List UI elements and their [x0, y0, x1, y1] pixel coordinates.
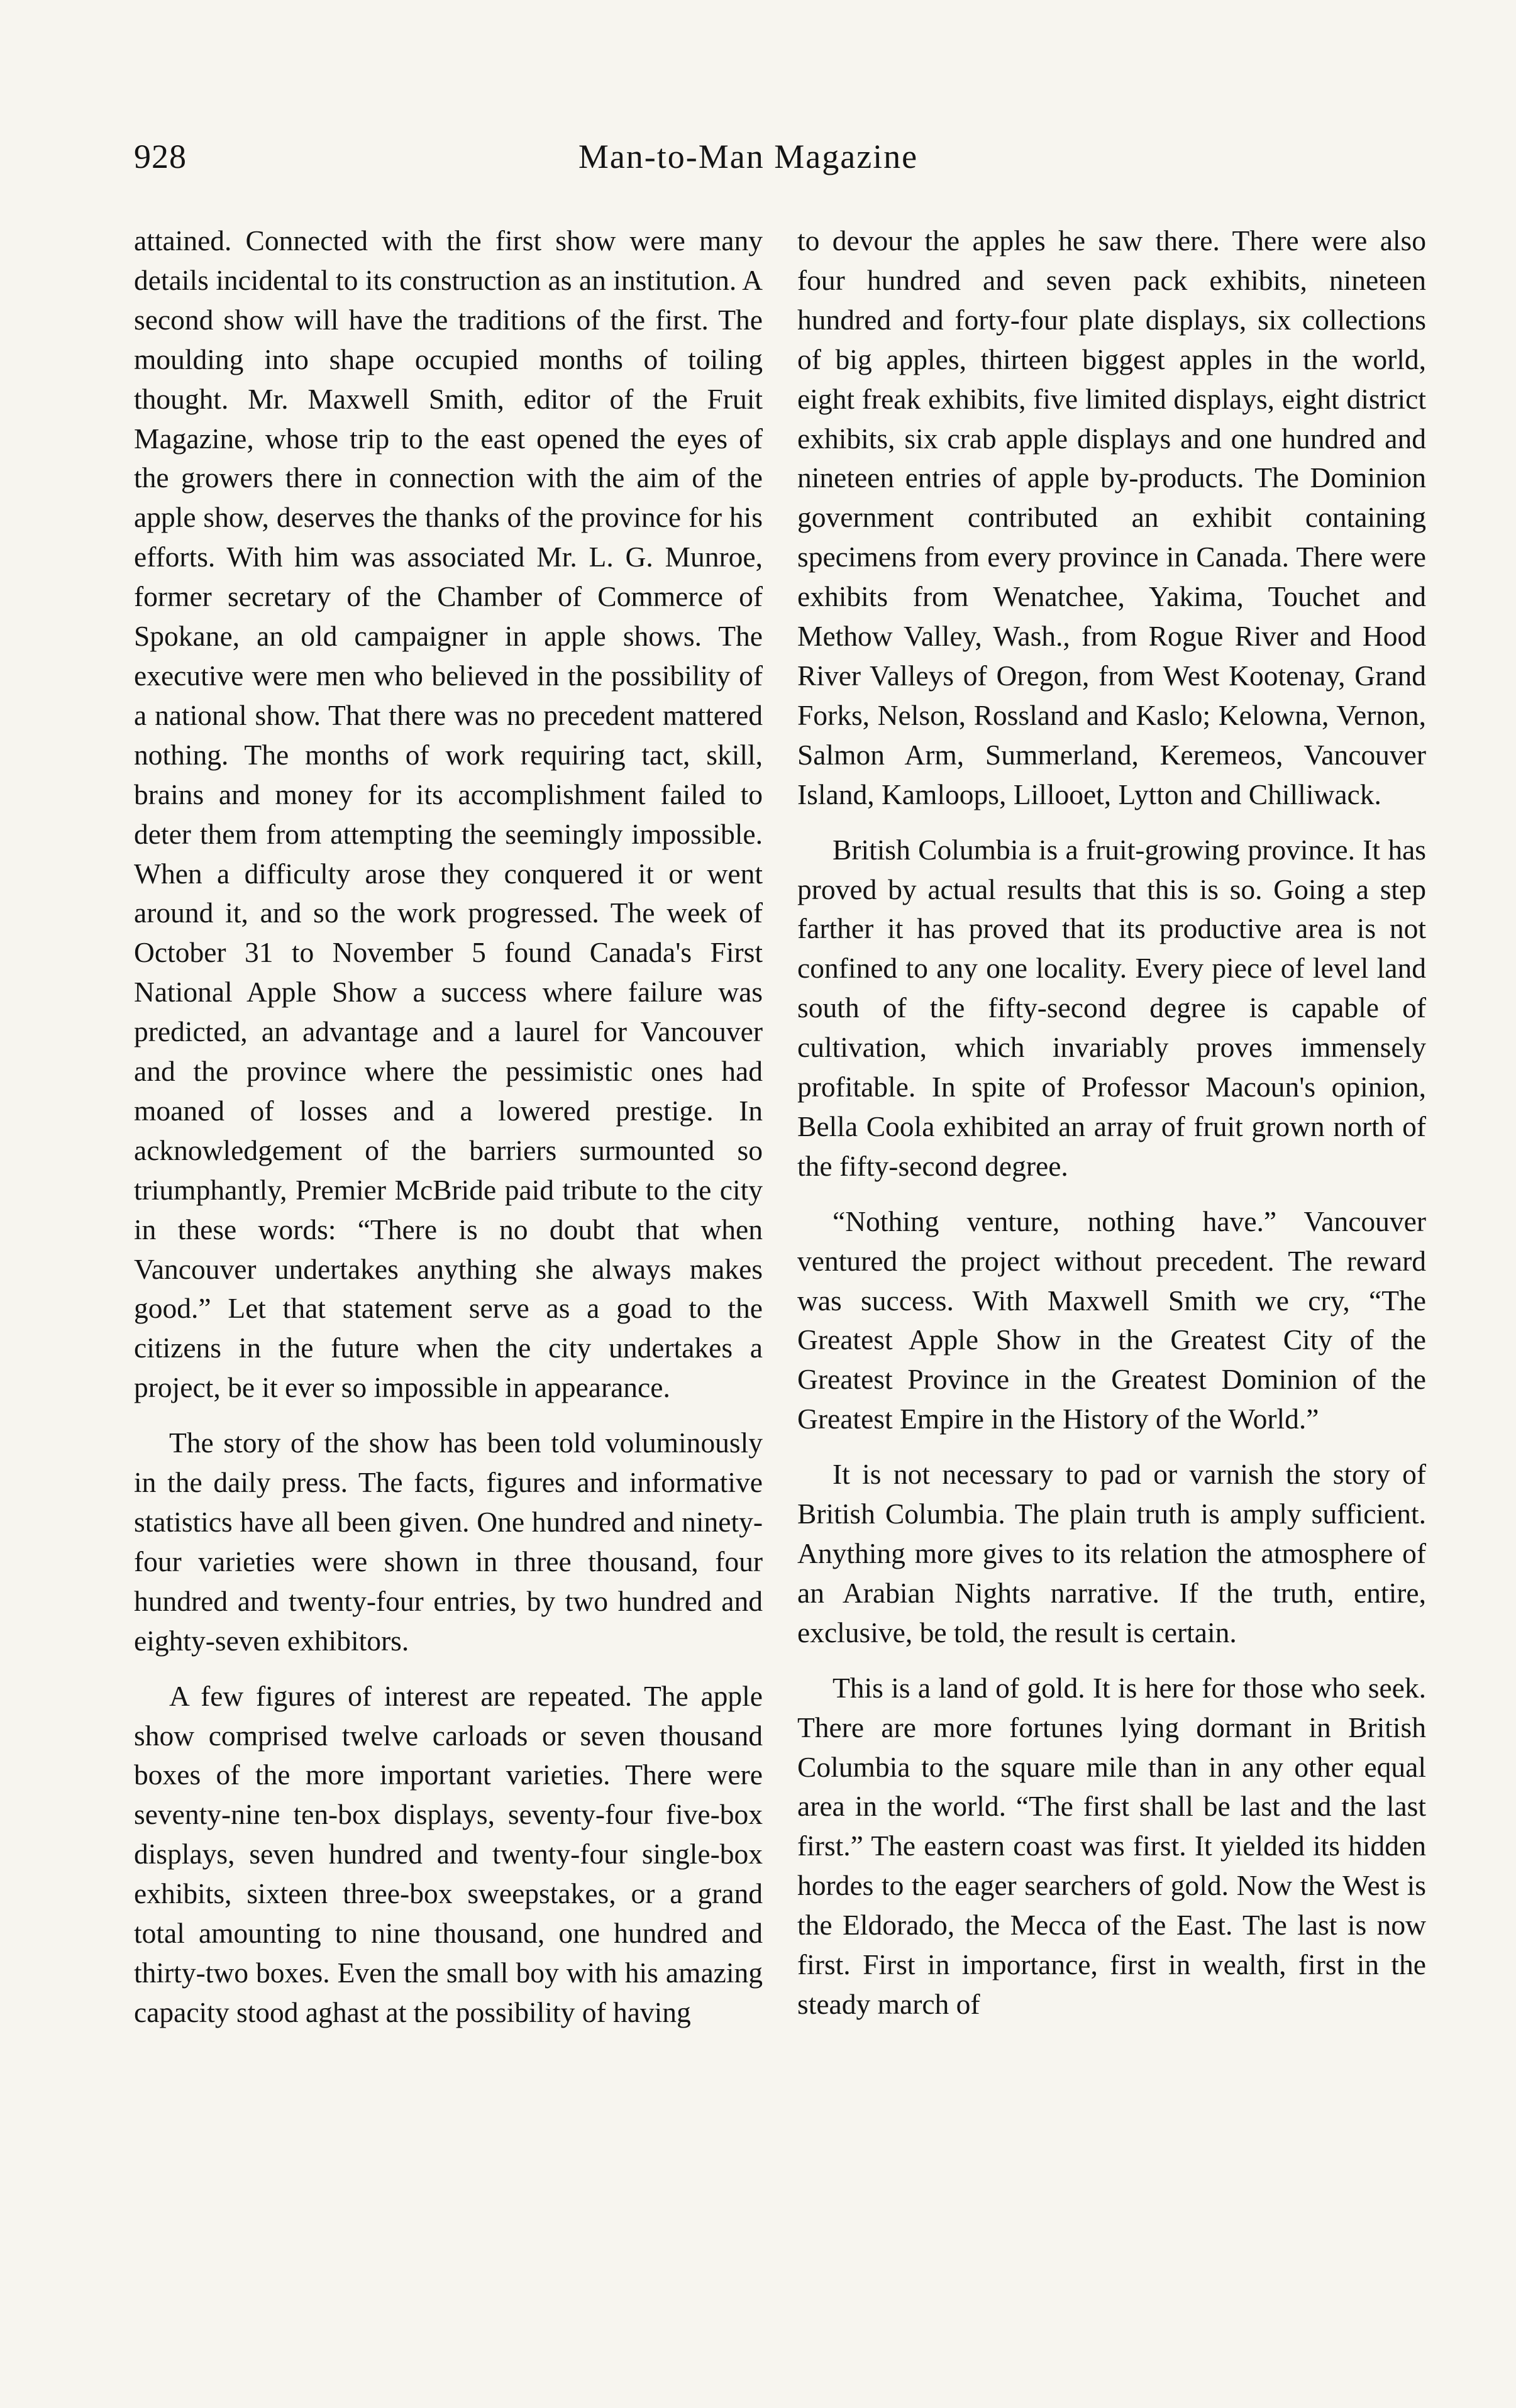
paragraph: “Nothing venture, nothing have.” Vancouver ventured the project without precedent. The reward was success. With Maxwell Smith we cry, “The Greatest Apple Show in the Greatest City of the Greatest Province in the Greatest Dominion of the Greatest Empire in the History of the World.”	[797, 1205, 1426, 1435]
paragraph: It is not necessary to pad or varnish the story of British Columbia. The plain truth is amply sufficient. Anything more gives to its relation the atmosphere of an Arabian Nights narrative. If the truth, entire, exclusive, be told, the result is certain.	[797, 1458, 1426, 1649]
left-column	[134, 221, 763, 2048]
paragraph: A few figures of interest are repeated. The apple show comprised twelve carloads or seven thousand boxes of the more important varieties. There were seventy-nine ten-box displays, seventy-four five-box displays, seven hundred and twenty-four single-box exhibits, sixteen three-box sweepstakes, or a grand total amounting to nine thousand, one hundred and thirty-two boxes. Even the small boy with his amazing capacity stood aghast at the possibility of having	[134, 1679, 763, 2028]
paragraph: to devour the apples he saw there. There were also four hundred and seven pack exhibits, nineteen hundred and forty-four plate displays, six collections of big apples, thirteen biggest apples in the world, eight freak exhibits, five limited displays, eight district exhibits, six crab apple displays and one hundred and nineteen entries of apple by-products. The Dominion government contributed an exhibit containing specimens from every province in Canada. There were exhibits from Wenatchee, Yakima, Touchet and Methow Valley, Wash., from Rogue River and Hood River Valleys of Oregon, from West Kootenay, Grand Forks, Nelson, Rossland and Kaslo; Kelowna, Vernon, Salmon Arm, Summerland, Keremeos, Vancouver Island, Kamloops, Lillooet, Lytton and Chilliwack.	[797, 224, 1426, 810]
running-title: Man-to-Man Magazine	[578, 138, 919, 175]
paragraph: The story of the show has been told voluminously in the daily press. The facts, figures and informative statistics have all been given. One hundred and ninety-four varieties were shown in three thousand, four hundred and twenty-four entries, by two hundred and eighty-seven exhibitors.	[134, 1427, 763, 1657]
paragraph: attained. Connected with the first show were many details incidental to its construction as an institution. A second show will have the traditions of the first. The moulding into shape occupied months of toiling thought. Mr. Maxwell Smith, editor of the Fruit Magazine, whose trip to the east opened the eyes of the growers there in connection with the aim of the apple show, deserves the thanks of the province for his efforts. With him was associated Mr. L. G. Munroe, former secretary of the Chamber of Commerce of Spokane, an old campaigner in apple shows. The executive were men who believed in the possibility of a national show. That there was no precedent mattered nothing. The months of work requiring tact, skill, brains and money for its accomplishment failed to deter them from attempting the seemingly impossible. When a difficulty arose they conquered it or went around it, and so the work progressed. The week of October 31 to November 5 found Canada's First National Apple Show a success where failure was predicted, an advantage and a laurel for Vancouver and the province where the pessimistic ones had moaned of losses and a lowered prestige. In acknowledgement of the barriers surmounted so triumphantly, Premier McBride paid tribute to the city in these words: “There is no doubt that when Vancouver undertakes anything she always makes good.” Let that statement serve as a goad to the citizens in the future when the city undertakes a project, be it ever so impossible in appearance.	[134, 224, 763, 1404]
paragraph: British Columbia is a fruit-growing province. It has proved by actual results that this is so. Going a step farther it has proved that its productive area is not confined to any one locality. Every piece of level land south of the fifty-second degree is capable of cultivation, which invariably proves immensely profitable. In spite of Professor Macoun's opinion, Bella Coola exhibited an array of fruit grown north of the fifty-second degree.	[797, 833, 1426, 1182]
page-number: 928	[134, 138, 187, 175]
paragraph: This is a land of gold. It is here for those who seek. There are more fortunes lying dormant in British Columbia to the square mile than in any other equal area in the world. “The first shall be last and the last first.” The eastern coast was first. It yielded its hidden hordes to the eager searchers of gold. Now the West is the Eldorado, the Mecca of the East. The last is now first. First in importance, first in wealth, first in the steady march of	[797, 1671, 1426, 2020]
right-column	[797, 221, 1426, 2040]
